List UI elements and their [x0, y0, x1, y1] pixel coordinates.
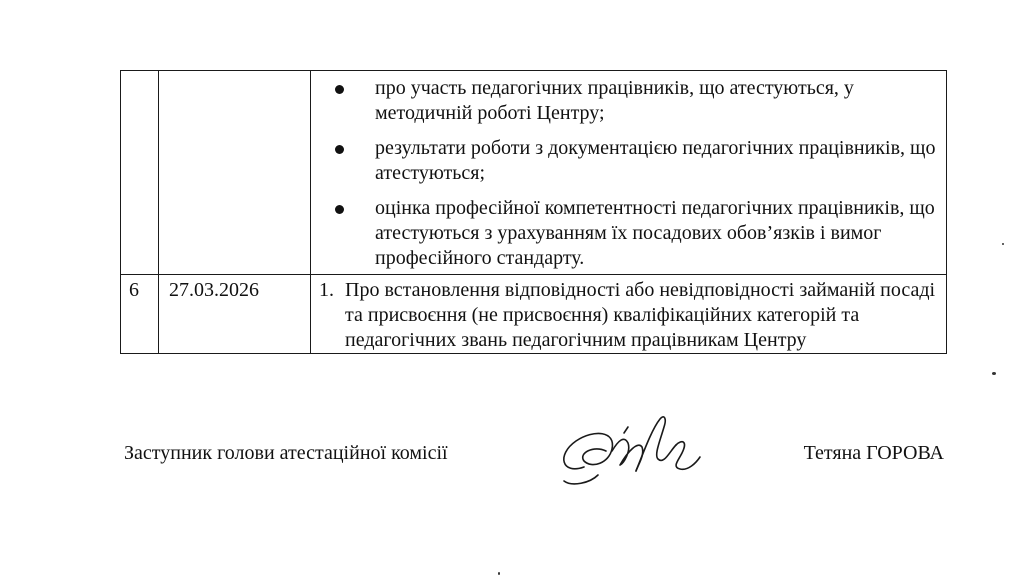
signatory-title: Заступник голови атестаційної комісії	[124, 442, 448, 464]
bullet-list	[311, 71, 946, 274]
row-number-cell: 6	[121, 275, 159, 354]
table-row	[121, 275, 947, 354]
list-item-number: 1.	[319, 279, 334, 301]
row-content-cell	[311, 71, 947, 275]
numbered-list	[311, 275, 946, 353]
row-date-cell	[159, 71, 311, 275]
row-number-cell	[121, 71, 159, 275]
list-item-text: Про встановлення відповідності або невідповідності займаній посаді та присвоєння (не присвоєння) кваліфікаційних категорій та педагогічних звань педагогічним працівникам Центру	[345, 279, 936, 351]
scan-speck	[1002, 243, 1004, 245]
list-item-text: про участь педагогічних працівників, що атестуються, у методичній роботі Центру;	[375, 77, 854, 124]
signatory-name: Тетяна ГОРОВА	[803, 442, 944, 464]
list-item	[331, 136, 936, 186]
list-item	[331, 76, 936, 126]
scan-speck	[992, 372, 996, 375]
row-date-cell: 27.03.2026	[159, 275, 311, 354]
handwritten-signature-icon	[554, 405, 714, 495]
schedule-table	[120, 70, 947, 354]
bullet-icon	[335, 145, 344, 154]
signature-block	[124, 441, 944, 501]
list-item-text: оцінка професійної компетентності педагогічних працівників, що атестуються з урахуванням їх посадових обов’язків і вимог професійного стандарту.	[375, 197, 935, 269]
scan-speck	[498, 572, 500, 575]
list-item	[319, 278, 936, 353]
list-item-text: результати роботи з документацією педагогічних працівників, що атестуються;	[375, 137, 936, 184]
table-row	[121, 71, 947, 275]
row-content-cell	[311, 275, 947, 354]
bullet-icon	[335, 85, 344, 94]
list-item	[331, 196, 936, 271]
bullet-icon	[335, 205, 344, 214]
